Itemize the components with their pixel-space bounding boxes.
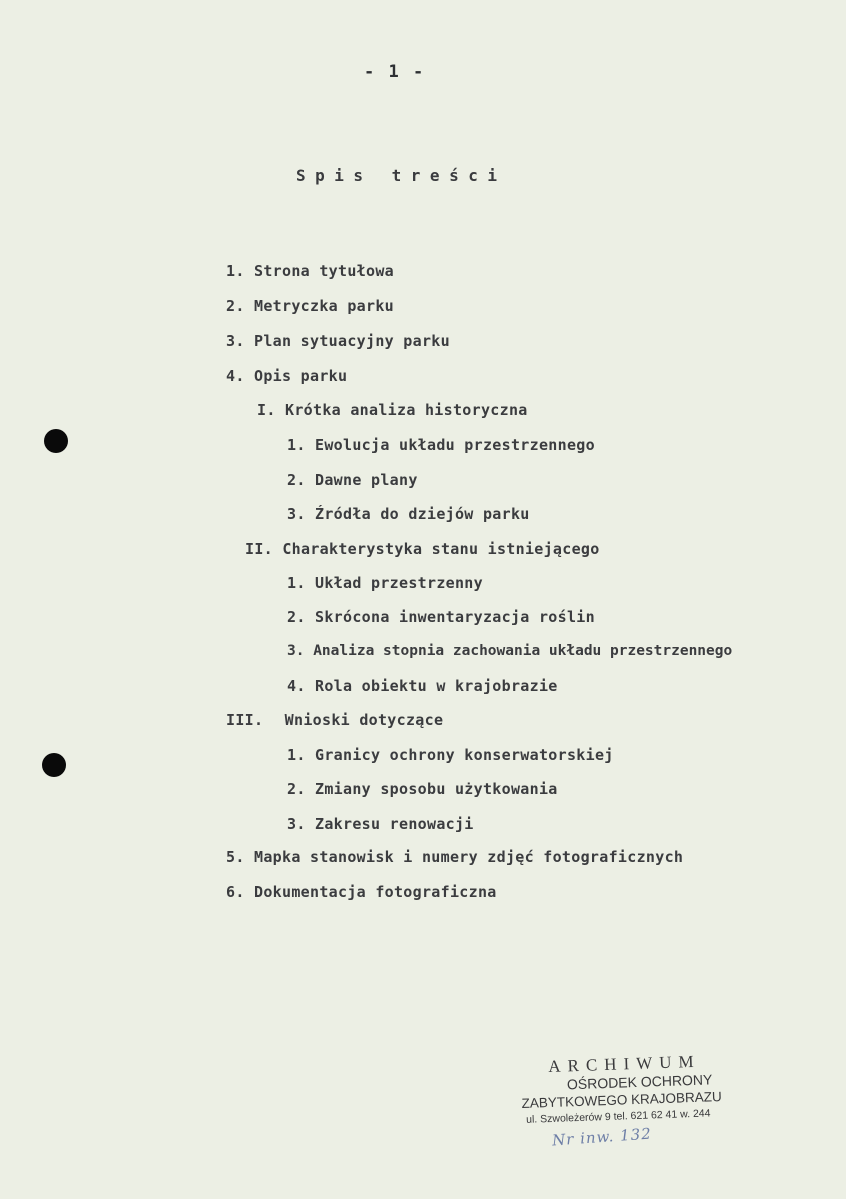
archive-stamp [520,1050,762,1126]
toc-entry-number: 3. [287,815,306,833]
toc-entry [226,848,683,866]
toc-entry-text: Opis parku [254,367,348,385]
stamp-address: ul. Szwoleżerów 9 tel. 621 62 41 w. 244 [525,1107,711,1126]
toc-entry-text: Plan sytuacyjny parku [254,332,450,350]
toc-entry [287,505,530,523]
toc-entry [287,608,595,626]
toc-entry [287,643,732,659]
toc-entry-number: 2. [287,471,306,489]
toc-entry-text: Zakresu renowacji [315,815,474,833]
toc-entry-number: 3. [226,332,245,350]
toc-entry [287,471,418,489]
toc-entry [287,815,474,833]
stamp-line: OŚRODEK OCHRONY [566,1071,713,1093]
toc-entry [287,746,614,764]
toc-entry [287,436,595,454]
handwritten-inventory-number: Nr inw. 132 [551,1124,653,1150]
toc-entry-number: 2. [287,608,306,626]
toc-entry-number: 1. [287,574,306,592]
toc-entry-text: Mapka stanowisk i numery zdjęć fotograficznych [254,848,684,866]
toc-entry-number: 1. [287,436,306,454]
toc-entry [287,780,558,798]
toc-entry-number: 1. [226,262,245,280]
toc-entry-number: 3. [287,505,306,523]
toc-entry-text: Układ przestrzenny [315,574,483,592]
toc-entry-text: Strona tytułowa [254,262,394,280]
toc-entry-text: Rola obiektu w krajobrazie [315,677,558,695]
page-number: - 1 - [364,62,426,82]
toc-entry-text: Charakterystyka stanu istniejącego [282,540,600,558]
toc-entry-number: 3. [287,643,305,659]
toc-entry-number: 4. [287,677,306,695]
toc-entry-number: I. [257,401,276,419]
toc-entry-text: Zmiany sposobu użytkowania [315,780,558,798]
stamp-title: ARCHIWUM [547,1051,701,1077]
toc-entry [226,297,394,315]
toc-entry-number: 2. [226,297,245,315]
stamp-line: ZABYTKOWEGO KRAJOBRAZU [521,1088,723,1111]
toc-entry-text: Metryczka parku [254,297,394,315]
toc-entry [287,574,483,592]
toc-entry-text: Ewolucja układu przestrzennego [315,436,595,454]
toc-entry [245,540,600,558]
toc-entry-text: Krótka analiza historyczna [285,401,528,419]
toc-title: Spis treści [296,166,507,185]
toc-entry-number: 1. [287,746,306,764]
toc-entry-text: Wnioski dotyczące [284,711,444,729]
toc-entry [226,883,497,901]
toc-entry-number: 2. [287,780,306,798]
toc-entry [226,711,443,729]
toc-entry-text: Analiza stopnia zachowania układu przestrzennego [313,643,733,659]
toc-entry [226,367,347,385]
toc-entry-text: Źródła do dziejów parku [315,505,530,523]
punch-hole [42,753,66,777]
toc-entry [287,677,558,695]
toc-entry-text: Dawne plany [315,471,418,489]
toc-entry-text: Granicy ochrony konserwatorskiej [315,746,614,764]
toc-entry-number: II. [245,540,273,558]
toc-entry-text: Skrócona inwentaryzacja roślin [315,608,595,626]
toc-entry-number: 4. [226,367,245,385]
toc-entry-number: III. [226,711,264,729]
punch-hole [44,429,68,453]
toc-entry-text: Dokumentacja fotograficzna [254,883,497,901]
toc-entry [226,332,450,350]
toc-entry [257,401,528,419]
toc-entry-number: 5. [226,848,245,866]
toc-entry-number: 6. [226,883,245,901]
toc-entry [226,262,394,280]
